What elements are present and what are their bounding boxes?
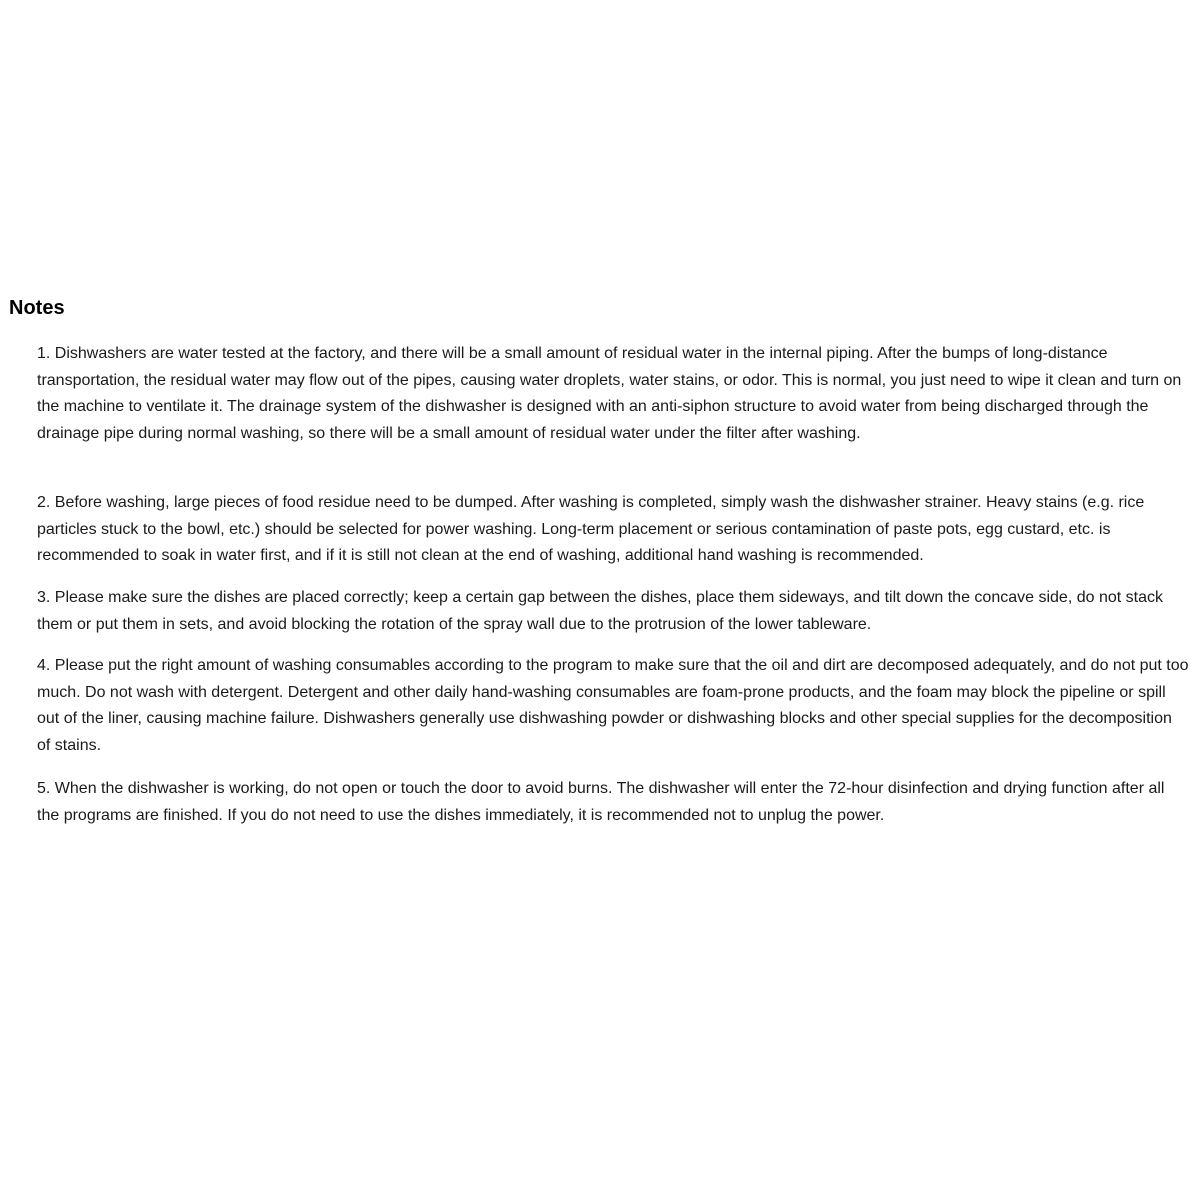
note-item-2: 2. Before washing, large pieces of food residue need to be dumped. After washing is completed, simply wash the dishwasher strainer. Heavy stains (e.g. rice particles stuck to the bowl, etc.) should be selected for power washing. Long-term placement or serious contamination of paste pots, egg custard, etc. is recommended to soak in water first, and if it is still not clean at the end of washing, additional hand washing is recommended. (37, 494, 1145, 565)
note-item-4: 4. Please put the right amount of washing consumables according to the program to make sure that the oil and dirt are decomposed adequately, and do not put too much. Do not wash with detergent. Detergent and other daily hand-washing consumables are foam-prone products, and the foam may block the pipeline or spill out of the liner, causing machine failure. Dishwashers generally use dishwashing powder or dishwashing blocks and other special supplies for the decomposition of stains. (37, 657, 1189, 754)
note-item-3: 3. Please make sure the dishes are placed correctly; keep a certain gap between the dishes, place them sideways, and tilt down the concave side, do not stack them or put them in sets, and avoid blocking the rotation of the spray wall due to the protrusion of the lower tableware. (37, 589, 1163, 633)
note-item-1: 1. Dishwashers are water tested at the factory, and there will be a small amount of residual water in the internal piping. After the bumps of long-distance transportation, the residual water may flow out of the pipes, causing water droplets, water stains, or odor. This is normal, you just need to wipe it clean and turn on the machine to ventilate it. The drainage system of the dishwasher is designed with an anti-siphon structure to avoid water from being discharged through the drainage pipe during normal washing, so there will be a small amount of residual water under the filter after washing. (37, 345, 1182, 442)
note-item-5: 5. When the dishwasher is working, do not open or touch the door to avoid burns. The dishwasher will enter the 72-hour disinfection and drying function after all the programs are finished. If you do not need to use the dishes immediately, it is recommended not to unplug the power. (37, 780, 1165, 824)
notes-title: Notes (9, 297, 65, 319)
